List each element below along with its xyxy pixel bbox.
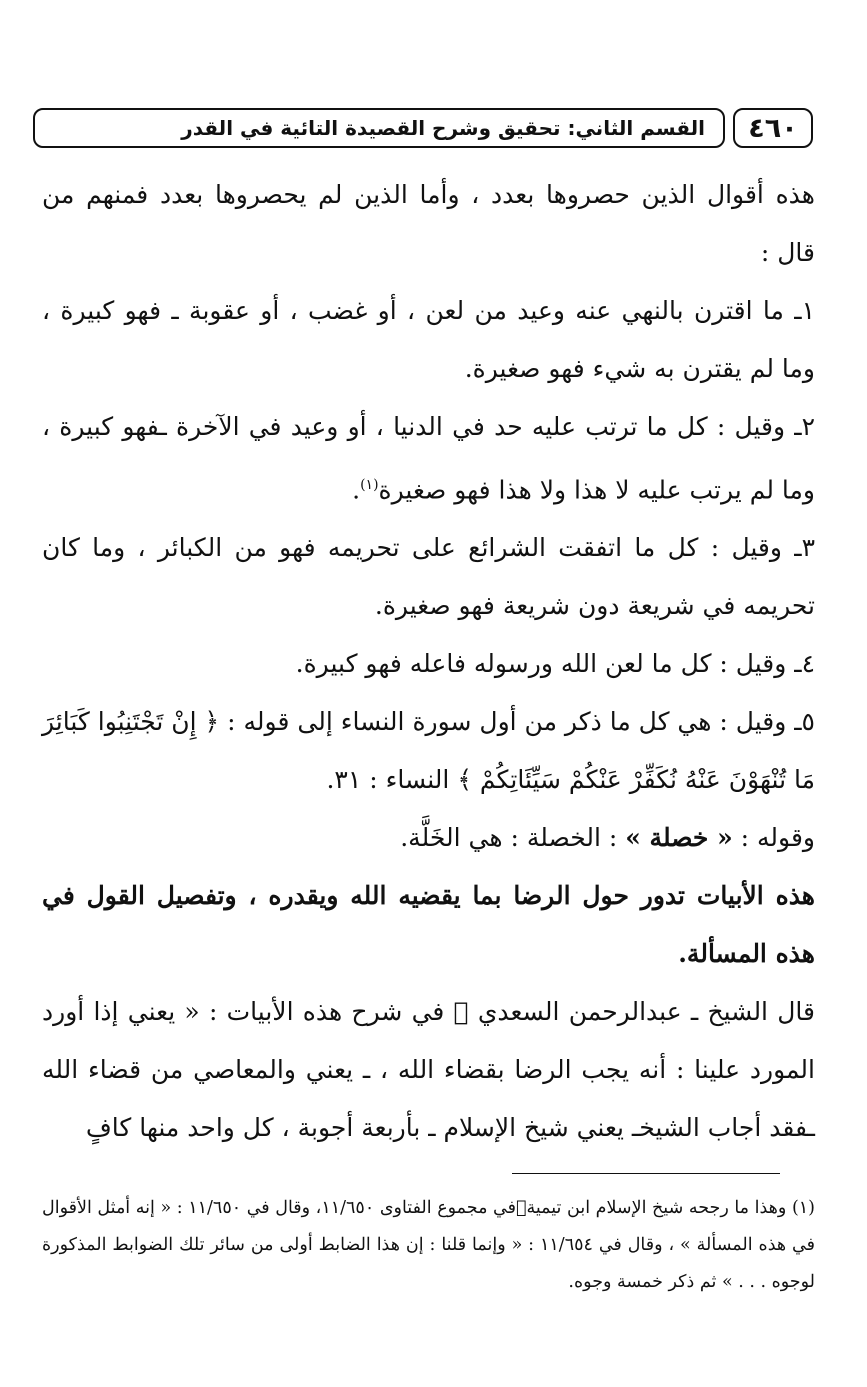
paragraph-opinion-1: ١ـ ما اقترن بالنهي عنه وعيد من لعن ، أو غضب ، أو عقوبة ـ فهو كبيرة ، وما لم يقترن به شيء فهو صغيرة.	[42, 296, 816, 383]
footnotes	[42, 1190, 815, 1301]
paragraph-topic-heading: هذه الأبيات تدور حول الرضا بما يقضيه الله ويقدره ، وتفصيل القول في هذه المسألة.	[42, 881, 815, 969]
verse-reference: النساء : ٣١.	[326, 765, 450, 795]
paragraph-sheikh-quote: قال الشيخ ـ عبدالرحمن السعدي ﷫ في شرح هذه الأبيات : « يعني إذا أورد المورد علينا : أنه يجب الرضا بقضاء الله ، ـ يعني والمعاصي من قضاء الله ـفقد أجاب الشيخـ يعني شيخ الإسلام ـ بأربعة أجوبة ، كل واحد منها كافٍ	[42, 997, 815, 1143]
page-number: ٤٦٠	[733, 108, 813, 148]
paragraph-opinion-5	[42, 693, 815, 809]
footnote-reference: (١)	[360, 477, 379, 493]
paragraph-opinion-4: ٤ـ وقيل : كل ما لعن الله ورسوله فاعله فهو كبيرة.	[295, 649, 815, 679]
quran-verse: ﴿ إِنْ تَجْتَنِبُوا كَبَائِرَ مَا تُنْهَوْنَ عَنْهُ نُكَفِّرْ عَنْكُمْ سَيِّئَاتِكُمْ ﴾	[42, 707, 815, 795]
gloss-definition: : الخصلة : هي الخَلَّة.	[400, 823, 618, 853]
gloss-lead: وقوله :	[740, 823, 815, 853]
paragraph-opinion-3: ٣ـ وقيل : كل ما اتفقت الشرائع على تحريمه فهو من الكبائر ، وما كان تحريمه في شريعة دون شريعة فهو صغيرة.	[42, 533, 815, 621]
footnote-separator	[512, 1173, 780, 1174]
section-title: القسم الثاني: تحقيق وشرح القصيدة التائية في القدر	[33, 108, 725, 148]
running-header	[33, 108, 813, 150]
paragraph-opinion-2	[42, 398, 815, 519]
paragraph-word-gloss	[42, 809, 815, 867]
paragraph-intro: هذه أقوال الذين حصروها بعدد ، وأما الذين لم يحصروها بعدد فمنهم من قال :	[42, 180, 815, 267]
opinion-5-intro: ٥ـ وقيل : هي كل ما ذكر من أول سورة النساء إلى قوله :	[227, 707, 815, 737]
footnote-1: (١) وهذا ما رجحه شيخ الإسلام ابن تيمية﷫في مجموع الفتاوى ١١/٦٥٠، وقال في ١١/٦٥٠ : « إنه أمثل الأقوال في هذه المسألة » ، وقال في ١١/٦٥٤ : « وإنما قلنا : إن هذا الضابط أولى من سائر تلك الضوابط المذكورة لوجوه . . . » ثم ذكر خمسة وجوه.	[42, 1198, 815, 1292]
opinion-2-end: .	[352, 475, 361, 505]
gloss-quoted-word: « خصلة »	[625, 823, 733, 853]
main-text	[42, 166, 815, 1157]
opinion-2-text: ٢ـ وقيل : كل ما ترتب عليه حد في الدنيا ، أو وعيد في الآخرة ـفهو كبيرة ، وما لم يرتب عليه لا هذا ولا هذا فهو صغيرة	[42, 412, 815, 505]
